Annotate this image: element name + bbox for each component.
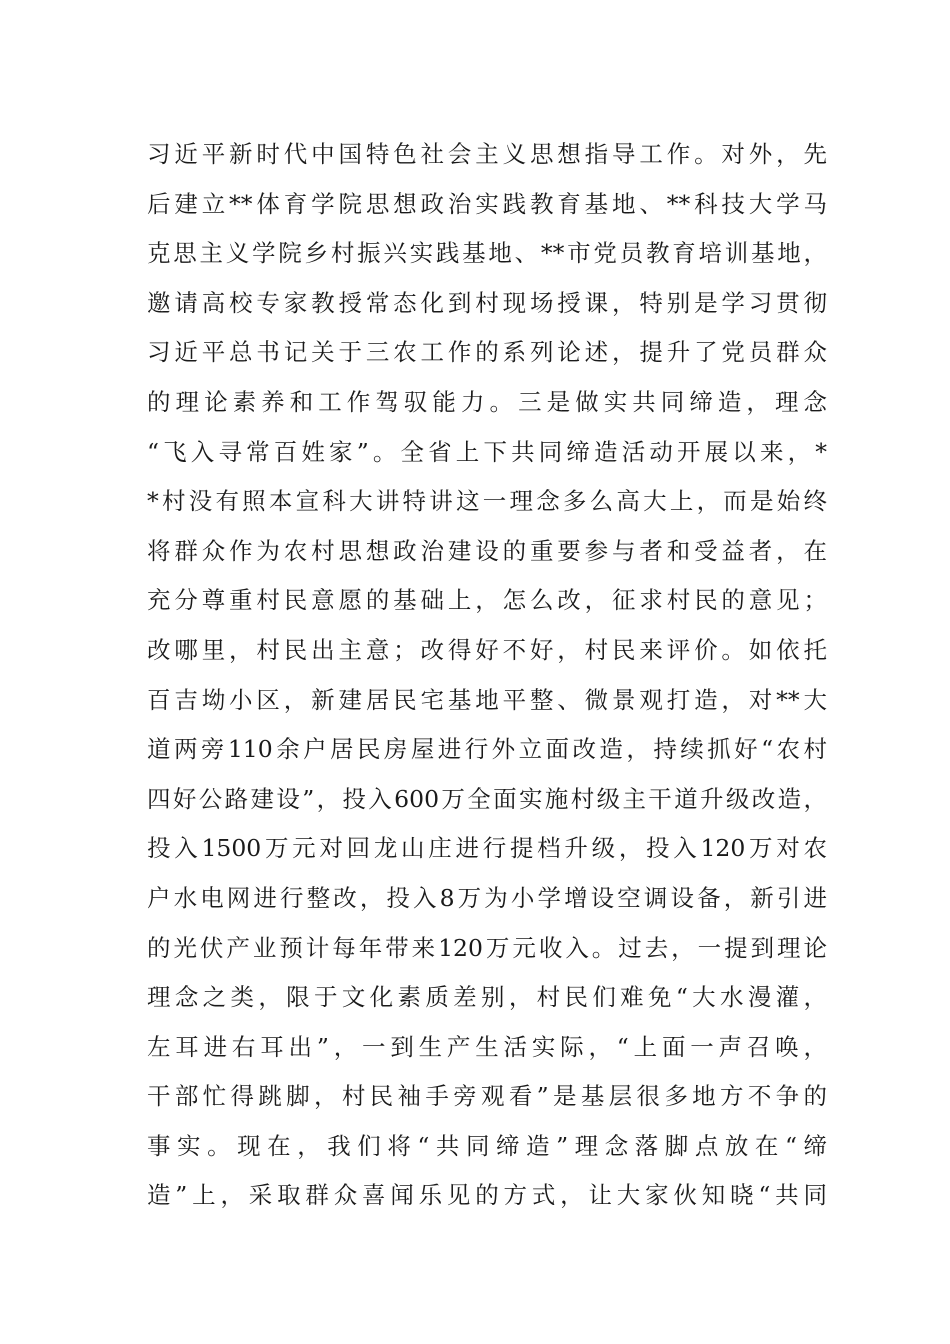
body-paragraph (147, 130, 827, 1221)
text-line: 干部忙得跳脚，村民袖手旁观看”是基层很多地方不争的 (147, 1082, 827, 1111)
text-line: 邀请高校专家教授常态化到村现场授课，特别是学习贯彻 (147, 288, 827, 317)
text-line: 充分尊重村民意愿的基础上，怎么改，征求村民的意见； (147, 586, 827, 615)
text-line: 四好公路建设”，投入600万全面实施村级主干道升级改造， (147, 784, 827, 813)
text-line: 造”上，采取群众喜闻乐见的方式，让大家伙知晓“共同 (147, 1181, 827, 1210)
text-line: 习近平新时代中国特色社会主义思想指导工作。对外，先 (147, 140, 827, 168)
text-line: 投入1500万元对回龙山庄进行提档升级，投入120万对农 (147, 834, 827, 863)
text-line: 克思主义学院乡村振兴实践基地、**市党员教育培训基地， (147, 239, 827, 268)
text-line: 后建立**体育学院思想政治实践教育基地、**科技大学马 (147, 189, 827, 218)
text-line: 将群众作为农村思想政治建设的重要参与者和受益者，在 (147, 536, 827, 565)
text-line: 户水电网进行整改，投入8万为小学增设空调设备，新引进 (147, 883, 827, 912)
text-line: 的光伏产业预计每年带来120万元收入。过去，一提到理论 (147, 933, 827, 962)
text-line: 百吉坳小区，新建居民宅基地平整、微景观打造，对**大 (147, 685, 827, 714)
text-line: 道两旁110余户居民房屋进行外立面改造，持续抓好“农村 (147, 735, 827, 764)
text-line: 习近平总书记关于三农工作的系列论述，提升了党员群众 (147, 338, 827, 367)
text-line: 事实。现在，我们将“共同缔造”理念落脚点放在“缔 (147, 1131, 827, 1160)
text-line: 左耳进右耳出”，一到生产生活实际，“上面一声召唤， (147, 1032, 827, 1061)
text-line: *村没有照本宣科大讲特讲这一理念多么高大上，而是始终 (147, 487, 827, 516)
text-line: 的理论素养和工作驾驭能力。三是做实共同缔造，理念 (147, 387, 827, 416)
text-line: 改哪里，村民出主意；改得好不好，村民来评价。如依托 (147, 635, 827, 664)
text-line: 理念之类，限于文化素质差别，村民们难免“大水漫灌， (147, 983, 827, 1012)
text-line: “飞入寻常百姓家”。全省上下共同缔造活动开展以来，* (147, 437, 827, 466)
